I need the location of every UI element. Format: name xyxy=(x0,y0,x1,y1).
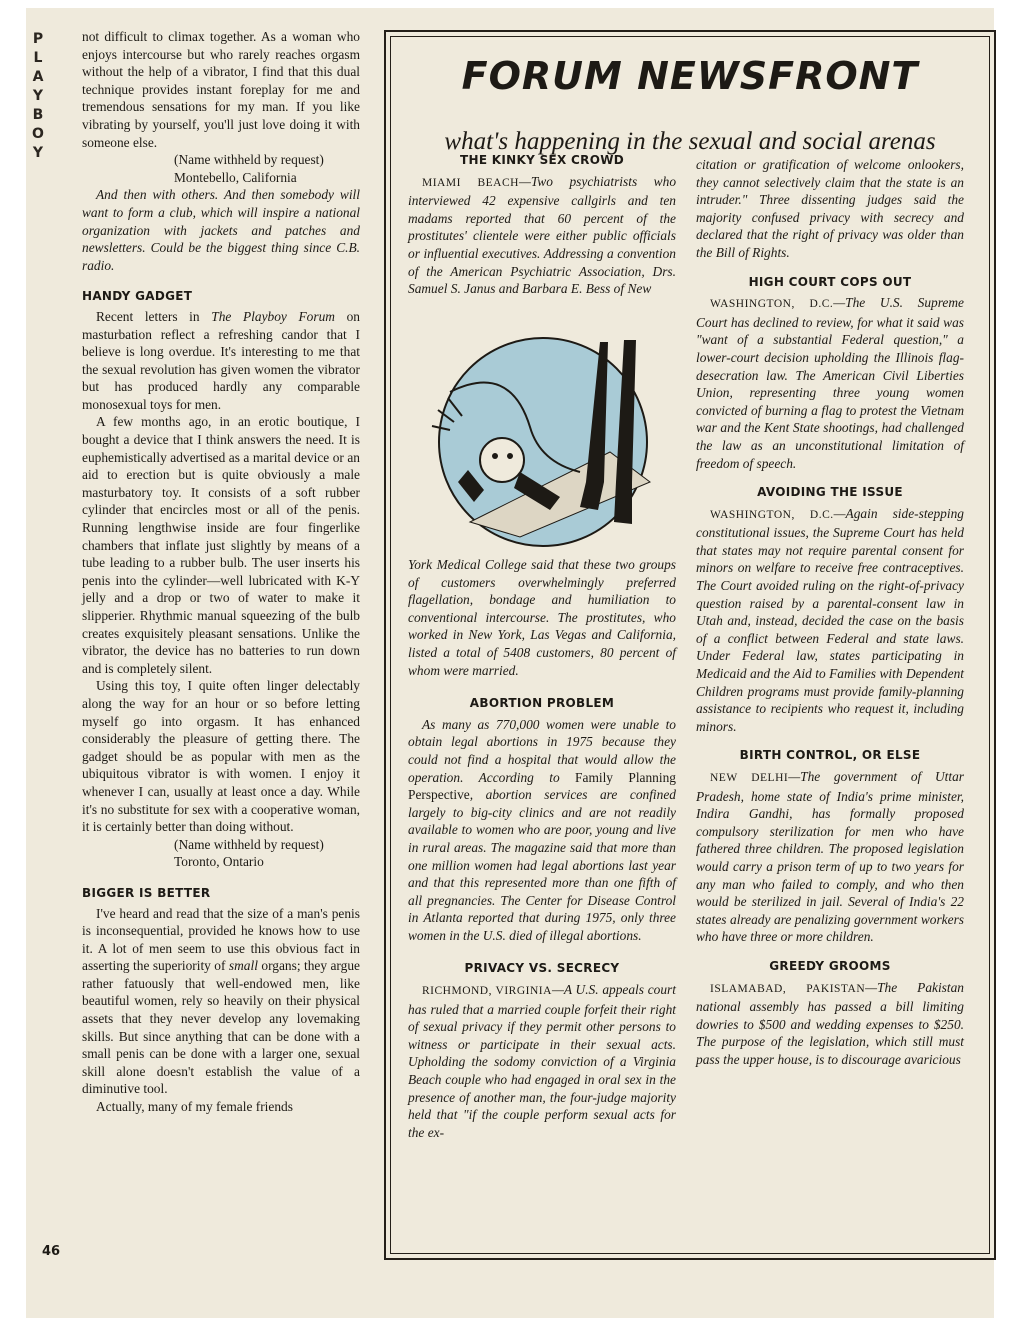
signature-name: (Name withheld by request) xyxy=(174,152,324,168)
letter-paragraph: not difficult to climax together. As a woman who enjoys intercourse but who rarely reaches orgasm without the help of a vibrator, I find that this dual technique provides instant foreplay for me and tremendous sensations for my man. If you like vibrating by yourself, you'll just love doing it with someone else. xyxy=(82,29,360,150)
masthead-letter: Y xyxy=(32,88,50,104)
news-paragraph: MIAMI BEACH—Two psychiatrists who interviewed 42 expensive callgirls and ten madams reported that 60 percent of the prostitutes' clientele were either public officials or influential executives. Addressing a convention of the American Psychiatric Association, Drs. Samuel S. Janus and Barbara E. Bess of New xyxy=(408,173,677,297)
dateline: WASHINGTON, D.C. xyxy=(710,298,834,311)
signature-place: Toronto, Ontario xyxy=(174,854,264,870)
news-heading: AVOIDING THE ISSUE xyxy=(757,485,903,500)
character-head xyxy=(480,438,524,482)
source-reference: Family Planning Perspective xyxy=(408,769,676,803)
playboy-masthead xyxy=(30,30,52,163)
letter-paragraph: I've heard and read that the size of a man's penis is inconsequential, provided he knows how to use it. A lot of men seem to use this obvious fact in asserting the superiority of small organs; they argue rather fatuously that well-endowed men, like beautiful women, rely so heavily on their physical assets that they never develop any lovemaking skills. But since anything that can be done with a small penis can be done with a larger one, sexual skill alone doesn't establish the value of a diminutive tool. xyxy=(82,905,360,1097)
news-heading: THE KINKY SEX CROWD xyxy=(460,153,624,167)
news-column-right xyxy=(696,156,964,1069)
masthead-letter: B xyxy=(32,107,50,123)
news-paragraph: York Medical College said that these two groups of customers overwhelmingly preferred flagellation, bondage and humiliation to conventional intercourse. The prostitutes, who worked in New York, Las Vegas and California, listed a total of 5408 customers, 80 percent of whom were married. xyxy=(408,557,676,678)
masthead-letter: L xyxy=(33,50,49,66)
dateline: WASHINGTON, D.C. xyxy=(710,508,834,521)
letter-paragraph: Actually, many of my female friends xyxy=(96,1099,293,1115)
signature-place: Montebello, California xyxy=(174,169,297,185)
letter-paragraph: A few months ago, in an erotic boutique, I bought a device that I think answers the need. It is euphemistically advertised as a marital device or an aid to erection but is quite obviously a male masturbatory toy. It consists of a soft rubber cylinder that encircles most or all of the penis. Running lengthwise inside are four fingerlike chambers that inflate just slightly by means of a tube leading to a rubber bulb. The user inserts his penis into the cylinder—well lubricated with K-Y jelly and a drop or two of water to make it slipperier. Rhythmic manual squeezing of the bulb creates exquisitely pleasant sensations. Unlike the vibrator, the device has no batteries to run down and is completely silent. xyxy=(82,414,360,676)
news-paragraph: citation or gratification of welcome onlookers, they cannot selectively claim that the state is an intruder." Three dissenting judges said the majority confused privacy with secrecy and declared that the right of privacy was older than the Bill of Rights. xyxy=(696,157,964,260)
forum-title-reference: The Playboy Forum xyxy=(211,308,335,324)
letter-heading: HANDY GADGET xyxy=(82,289,193,304)
dateline: RICHMOND, VIRGINIA xyxy=(422,985,552,998)
letters-column xyxy=(82,28,360,1116)
editor-reply: And then with others. And then somebody will want to form a club, which will inspire a national organization with jackets and patches and newsletters. Could be the biggest thing since C.B. radio. xyxy=(82,187,360,273)
signature-name: (Name withheld by request) xyxy=(174,836,324,852)
dateline: ISLAMABAD, PAKISTAN xyxy=(710,982,866,995)
news-paragraph: WASHINGTON, D.C.—Again side-stepping constitutional issues, the Supreme Court has held that states may not require parental consent for minors on welfare to receive free contraceptives. The Court avoided ruling on the right-of-privacy question raised by a parental-consent law in Utah and, instead, decided the case on the basis of a conflict between Federal and state laws. Under Federal law, states participating in Medicaid and the Aid to Families with Dependent Children programs must provide family-planning assistance to recipients who request it, including minors. xyxy=(696,505,964,734)
section-subtitle: what's happening in the sexual and social arenas xyxy=(444,128,936,155)
dateline: NEW DELHI xyxy=(710,772,789,784)
news-heading: HIGH COURT COPS OUT xyxy=(748,274,912,289)
letter-paragraph: Using this toy, I quite often linger delectably along the way for an hour or so before letting myself go into orgasm. It has enhanced considerably the pleasure of getting there. The gadget should be as popular with men as the ubiquitous vibrator is with women. I enjoy it whenever I can, usually at least once a day. While it's no substitute for sex with a cooperative woman, it is certainly better than doing without. xyxy=(82,678,360,835)
news-paragraph: WASHINGTON, D.C.—The U.S. Supreme Court has declined to review, for what it said was "want of a substantial Federal question," a lower-court decision upholding the Illinois flag-desecration law. The American Civil Liberties Union, representing three young women convicted of burning a flag to protest the Vietnam war and the Kent State shootings, had challenged the law as an unconstitutional limitation of freedom of speech. xyxy=(696,295,964,471)
news-column-left-top xyxy=(408,152,676,298)
news-paragraph: RICHMOND, VIRGINIA—A U.S. appeals court has ruled that a married couple forfeit their right of sexual privacy if they permit other persons to witness or participate in their sexual acts. Upholding the sodomy conviction of a Virginia Beach couple who had engaged in oral sex in the presence of another man, the four-judge majority held that "if the couple perform sexual acts for the ex- xyxy=(408,982,676,1140)
news-paragraph: As many as 770,000 women were unable to obtain legal abortions in 1975 because they could not find a hospital that would allow the operation. According to Family Planning Perspective, abortion services are confined largely to big-city clinics and are not readily available to women who are poor, young and live in rural areas. The magazine said that more than one million women had legal abortions last year and that this represented more than one fifth of all pregnancies. The Center for Disease Control in Atlanta reported that during 1975, only three women in the U.S. died of illegal abortions. xyxy=(408,716,676,943)
masthead-letter: P xyxy=(32,31,50,47)
news-column-left-bottom xyxy=(408,556,676,1141)
letter-paragraph: Recent letters in The Playboy Forum on masturbation reflect a refreshing candor that I believe is long overdue. It's interesting to me that the sexual revolution has given women the vibrator but has produced hardly any comparable monosexual toys for men. xyxy=(82,308,360,412)
masthead-letter: A xyxy=(32,69,50,85)
section-title: FORUM NEWSFRONT xyxy=(461,54,919,98)
masthead-letter: O xyxy=(32,126,50,142)
masthead-letter: Y xyxy=(32,145,50,161)
news-heading: GREEDY GROOMS xyxy=(769,958,891,973)
letter-heading: BIGGER IS BETTER xyxy=(82,885,211,900)
news-heading: PRIVACY VS. SECRECY xyxy=(464,961,620,976)
news-paragraph: NEW DELHI—The government of Uttar Pradesh, home state of India's prime minister, Indira Gandhi, has formally proposed compulsory sterilization for men who have fathered three children. The proposed legislation would carry a prison term of up to two years for any man who failed to comply, and who then would be sterilized in jail. Several of India's 22 states already are penalizing government workers who have three or more children. xyxy=(696,769,965,945)
illustration xyxy=(410,332,676,552)
page-number: 46 xyxy=(42,1244,61,1259)
news-heading: ABORTION PROBLEM xyxy=(469,696,615,711)
news-heading: BIRTH CONTROL, OR ELSE xyxy=(739,748,921,763)
dateline: MIAMI BEACH xyxy=(422,176,519,189)
news-paragraph: ISLAMABAD, PAKISTAN—The Pakistan national assembly has passed a bill limiting dowries to $500 and wedding expenses to $250. The purpose of the legislation, which still must pass the upper house, is to discourage avaricious xyxy=(696,979,964,1067)
